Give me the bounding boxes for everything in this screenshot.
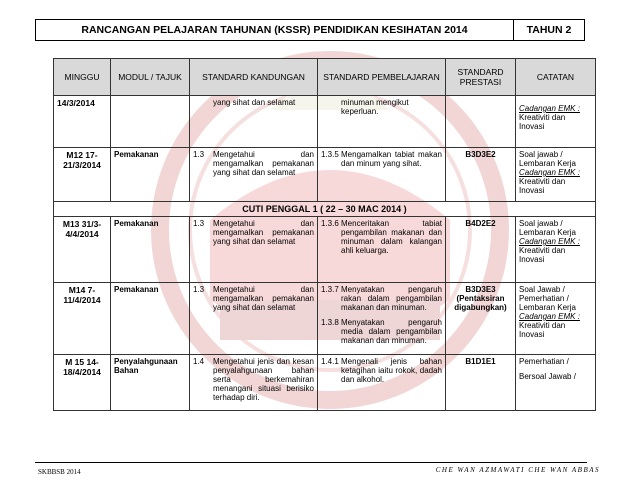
pembelajaran-number: 1.3.5 [321, 150, 339, 159]
col-header-catatan: CATATAN [516, 59, 596, 96]
table-row [54, 283, 596, 355]
catatan-line: Pemerhatian / [519, 294, 569, 303]
prestasi-cell: B3D3E2 [446, 148, 516, 202]
week-cell: 14/3/2014 [54, 96, 111, 148]
modul-cell: Pemakanan [111, 217, 190, 283]
catatan-line: Soal Jawab / [519, 285, 565, 294]
cadangan-detail: Kreativiti dan Inovasi [519, 246, 566, 264]
prestasi-cell: B4D2E2 [446, 217, 516, 283]
pembelajaran-number: 1.3.7 [321, 285, 339, 294]
pembelajaran-text: Mengenali jenis bahan ketagihan iaitu rokok, dadah dan alkohol. [341, 357, 442, 384]
catatan-line: Lembaran Kerja [519, 303, 576, 312]
pembelajaran-text: Mengamalkan tabiat makan dan minum yang sihat. [341, 150, 442, 168]
document-header [35, 19, 585, 41]
pembelajaran-text: Menceritakan tabiat pengambilan makanan dan minuman dalam kalangan ahli keluarga. [341, 219, 442, 255]
week-cell: M 15 14- 18/4/2014 [54, 355, 111, 411]
kandungan-cell [190, 283, 318, 355]
kandungan-number: 1.4 [193, 357, 205, 366]
catatan-line: Soal jawab / [519, 150, 563, 159]
catatan-cell [516, 96, 596, 148]
document-title: RANCANGAN PELAJARAN TAHUNAN (KSSR) PENDIDIKAN KESIHATAN 2014 [36, 20, 514, 40]
prestasi-cell [446, 96, 516, 148]
pembelajaran-cell [318, 217, 446, 283]
cadangan-label: Cadangan EMK : [519, 168, 580, 177]
pembelajaran-cell [318, 283, 446, 355]
kandungan-text: yang sihat dan selamat [213, 98, 296, 107]
catatan-line: Bersoal Jawab / [519, 372, 576, 381]
table-row [54, 96, 596, 148]
table-header-row [54, 59, 596, 96]
pembelajaran-text: Menyatakan pengaruh media dalam pengambilan makanan dan minuman. [341, 318, 442, 345]
week-cell: M14 7- 11/4/2014 [54, 283, 111, 355]
cadangan-detail: Kreativiti dan Inovasi [519, 177, 566, 195]
pembelajaran-number: 1.3.6 [321, 219, 339, 228]
table-row [54, 355, 596, 411]
grade-label: TAHUN 2 [526, 24, 572, 36]
table-row [54, 148, 596, 202]
pembelajaran-number: 1.4.1 [321, 357, 339, 366]
pembelajaran-cell [318, 355, 446, 411]
catatan-cell [516, 355, 596, 411]
footer-school-code: SKBBSB 2014 [38, 468, 81, 476]
col-header-modul: MODUL / TAJUK [111, 59, 190, 96]
footer-author: CHE WAN AZMAWATI CHE WAN ABBAS [435, 466, 600, 474]
kandungan-number: 1.3 [193, 150, 205, 159]
week-cell: M12 17- 21/3/2014 [54, 148, 111, 202]
footer-divider [35, 462, 587, 463]
col-header-kandungan: STANDARD KANDUNGAN [190, 59, 318, 96]
catatan-line: Soal jawab / [519, 219, 563, 228]
kandungan-number: 1.3 [193, 285, 205, 294]
prestasi-code: B3D3E3 [465, 285, 496, 294]
penggal-row [54, 202, 596, 217]
col-header-minggu: MINGGU [54, 59, 111, 96]
col-header-prestasi: STANDARD PRESTASI [446, 59, 516, 96]
cadangan-label: Cadangan EMK : [519, 237, 580, 246]
cadangan-label: Cadangan EMK : [519, 312, 580, 321]
kandungan-text: Mengetahui dan mengamalkan pemakanan yang sihat dan selamat [213, 219, 314, 246]
pembelajaran-cell [318, 148, 446, 202]
modul-cell: Penyalahgunaan Bahan [111, 355, 190, 411]
modul-cell [111, 96, 190, 148]
kandungan-number: 1.3 [193, 219, 205, 228]
penggal-label: CUTI PENGGAL 1 ( 22 – 30 MAC 2014 ) [54, 202, 596, 217]
prestasi-cell [446, 283, 516, 355]
week-cell: M13 31/3- 4/4/2014 [54, 217, 111, 283]
kandungan-cell [190, 355, 318, 411]
prestasi-note: (Pentaksiran digabungkan) [454, 294, 507, 312]
kandungan-cell [190, 96, 318, 148]
cadangan-label: Cadangan EMK : [519, 104, 580, 113]
prestasi-cell: B1D1E1 [446, 355, 516, 411]
lesson-plan-table [53, 58, 596, 411]
pembelajaran-cell [318, 96, 446, 148]
cadangan-detail: Kreativiti dan Inovasi [519, 321, 566, 339]
catatan-cell [516, 148, 596, 202]
catatan-cell [516, 217, 596, 283]
table-row [54, 217, 596, 283]
pembelajaran-text: minuman mengikut keperluan. [341, 98, 409, 116]
kandungan-text: Mengetahui dan mengamalkan pemakanan yang sihat dan selamat [213, 285, 314, 312]
kandungan-cell [190, 148, 318, 202]
col-header-pembelajaran: STANDARD PEMBELAJARAN [318, 59, 446, 96]
kandungan-text: Mengetahui jenis dan kesan penyalahgunaan bahan serta berkemahiran menangani situasi berisiko terhadap diri. [213, 357, 314, 402]
modul-cell: Pemakanan [111, 283, 190, 355]
pembelajaran-number: 1.3.8 [321, 318, 339, 327]
kandungan-text: Mengetahui dan mengamalkan pemakanan yang sihat dan selamat [213, 150, 314, 177]
catatan-line: Lembaran Kerja [519, 159, 576, 168]
pembelajaran-text: Menyatakan pengaruh rakan dalam pengambilan makanan dan minuman. [341, 285, 442, 312]
kandungan-cell [190, 217, 318, 283]
modul-cell: Pemakanan [111, 148, 190, 202]
cadangan-detail: Kreativiti dan Inovasi [519, 113, 566, 131]
catatan-cell [516, 283, 596, 355]
catatan-line: Lembaran Kerja [519, 228, 576, 237]
catatan-line: Pemerhatian / [519, 357, 569, 366]
